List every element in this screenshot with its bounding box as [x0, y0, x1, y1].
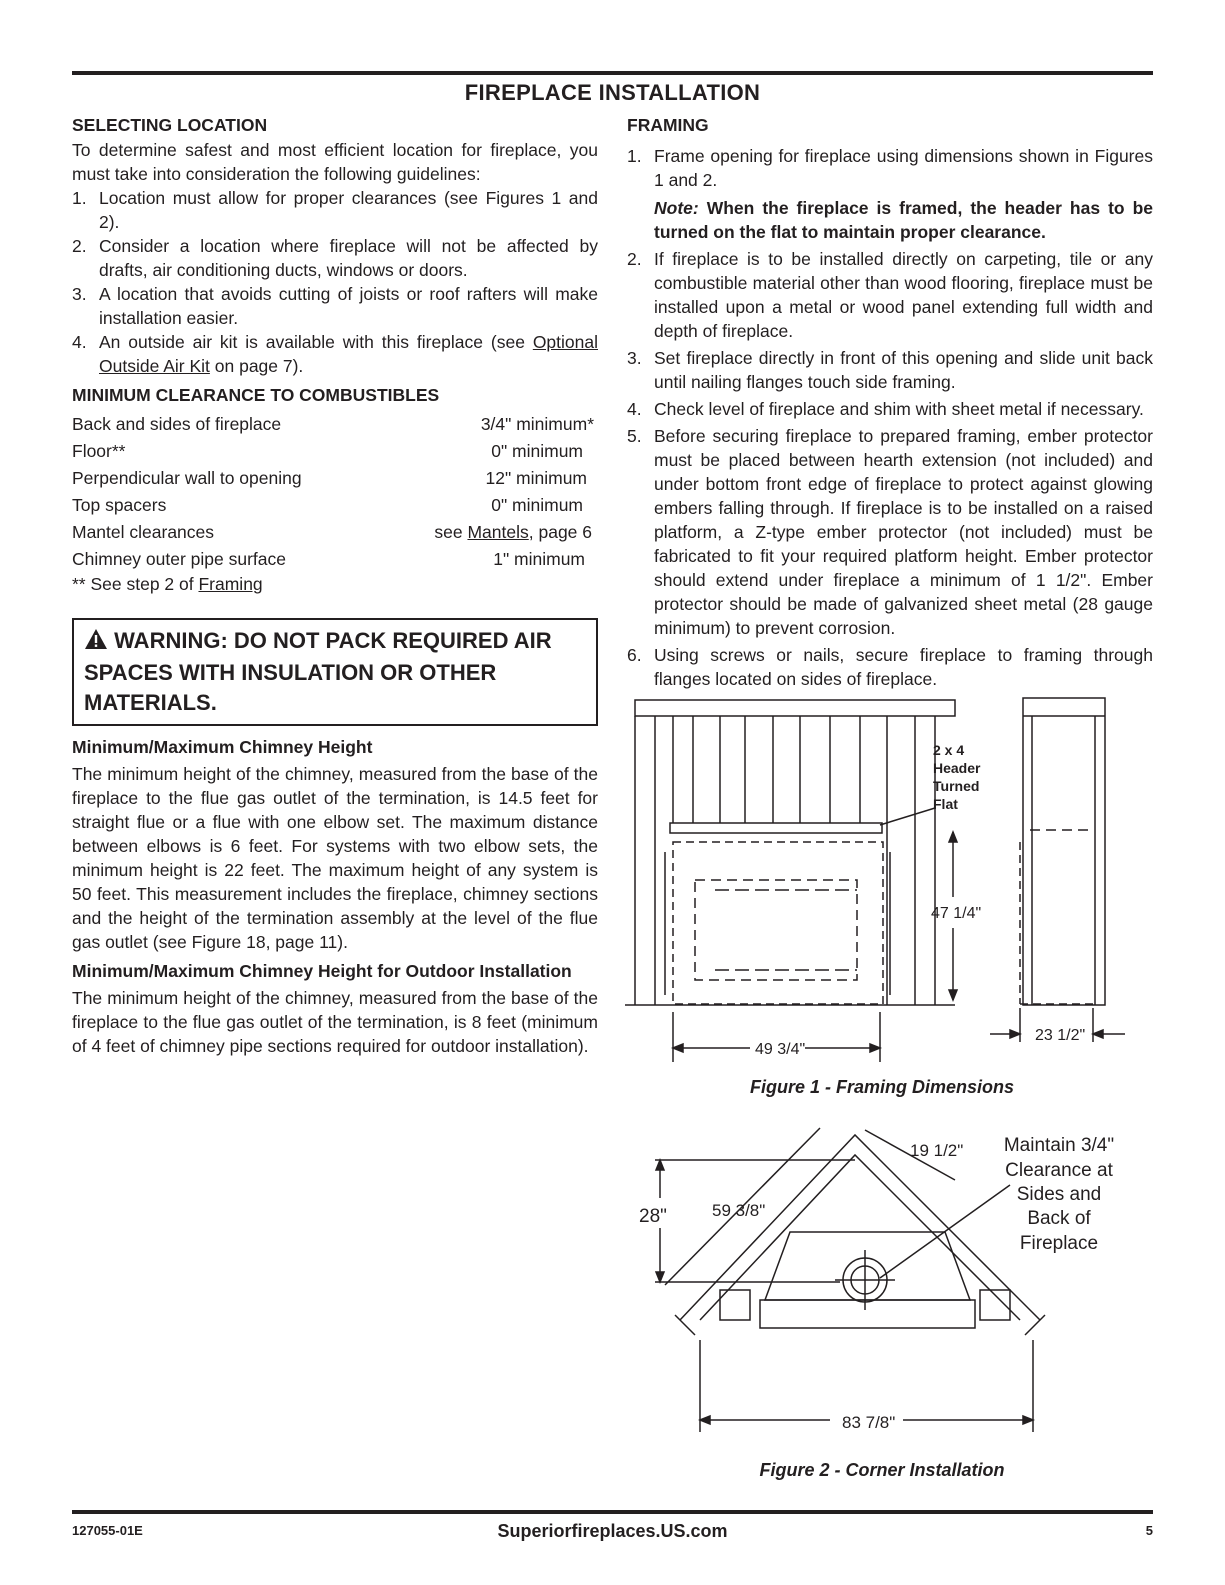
clearance-note-line: Maintain 3/4": [1003, 1135, 1115, 1156]
list-item: 6. Using screws or nails, secure fireplace to framing through flanges located on sides of fireplace.: [627, 645, 1153, 689]
list-item: 1. Location must allow for proper clearances (see Figures 1 and 2).: [72, 188, 598, 232]
side-dimension-label: 19 1/2": [910, 1141, 964, 1160]
selecting-intro: To determine safest and most efficient location for fireplace, you must take into consideration the following guidelines:: [72, 140, 598, 184]
height-dimension-label: 47 1/4": [931, 905, 982, 922]
header-label-line: 2 x 4: [933, 742, 965, 758]
right-column: [627, 112, 1153, 691]
clearance-note-line: Back of: [1027, 1208, 1091, 1229]
bottom-rule: [72, 1510, 1153, 1514]
table-row: Perpendicular wall to opening 12" minimum: [72, 467, 587, 488]
list-item: 5. Before securing fireplace to prepared framing, ember protector must be placed between hearth extension (not included) and under bottom front edge of fireplace to protect against glowing embers falling through. If fireplace is to be installed on a raised platform, a Z-type ember protector (not included) must be fabricated to fit your required platform height. Ember protector should extend under fireplace a minimum of 1 1/2". Ember protector should be made of galvanized sheet metal (28 gauge minimum) to prevent corrosion.: [627, 426, 1153, 638]
figure-1-caption: Figure 1 - Framing Dimensions: [749, 1077, 1015, 1097]
clearance-table: [72, 410, 598, 572]
list-item: 3. A location that avoids cutting of joists or roof rafters will make installation easier.: [72, 284, 598, 328]
list-item: 3. Set fireplace directly in front of this opening and slide unit back until nailing flanges touch side framing.: [627, 348, 1153, 392]
mantels-link[interactable]: Mantels: [467, 521, 529, 542]
table-row: Chimney outer pipe surface 1" minimum: [72, 548, 585, 569]
website: Superiorfireplaces.US.com: [497, 1521, 728, 1541]
table-row: Back and sides of fireplace 3/4" minimum*: [72, 413, 594, 434]
depth-dimension-label: 23 1/2": [1035, 1027, 1086, 1044]
page-title: FIREPLACE INSTALLATION: [464, 80, 761, 105]
outdoor-height-heading: Minimum/Maximum Chimney Height for Outdoor Installation: [72, 961, 572, 981]
list-item: 4. An outside air kit is available with this fireplace (see Optional Outside Air Kit on page 7).: [72, 332, 598, 376]
figure-2-caption: Figure 2 - Corner Installation: [759, 1460, 1005, 1480]
corner-installation-figure: [625, 1110, 1145, 1450]
list-item: 2. Consider a location where fireplace will not be affected by drafts, air conditioning ducts, windows or doors.: [72, 236, 598, 280]
list-item: 1. Frame opening for fireplace using dimensions shown in Figures 1 and 2. Note: When the fireplace is framed, the header has to be turned on the flat to maintain proper clearance.: [627, 146, 1153, 242]
table-row: Top spacers 0" minimum: [72, 494, 583, 515]
outside-air-kit-link[interactable]: Optional Outside Air Kit: [99, 332, 598, 376]
framing-link[interactable]: Framing: [198, 574, 263, 594]
header-label-line: Turned: [933, 778, 980, 794]
framing-list: [627, 144, 1153, 691]
header-label-line: Flat: [933, 796, 958, 812]
chimney-height-text: The minimum height of the chimney, measured from the base of the fireplace to the flue gas outlet of the termination, is 14.5 feet for straight flue or a flue with one elbow set. The maximum distance between elbows is 6 feet. For systems with two elbow sets, the minimum height is 22 feet. The maximum height of any system is 50 feet. This measurement includes the fireplace, chimney sections and the height of the termination assembly at the level of the flue gas outlet (see Figure 18, page 11).: [72, 764, 598, 952]
top-rule: [72, 71, 1153, 75]
selecting-location-heading: SELECTING LOCATION: [72, 115, 268, 135]
framing-heading: FRAMING: [627, 115, 709, 135]
left-column: [72, 112, 598, 1058]
warning-icon: [84, 628, 108, 658]
outdoor-height-text: The minimum height of the chimney, measured from the base of the fireplace to the flue gas outlet of the termination, is 8 feet (minimum of 4 feet of chimney pipe sections required for outdoor installation).: [72, 988, 598, 1056]
list-item: 2. If fireplace is to be installed directly on carpeting, tile or any combustible material other than wood flooring, fireplace must be installed upon a metal or wood panel extending full width and depth of fireplace.: [627, 249, 1153, 341]
clearance-footnote: ** See step 2 of Framing: [72, 574, 263, 594]
selecting-list: [72, 186, 598, 378]
warning-box: [72, 618, 598, 726]
clearance-note-line: Clearance at: [1005, 1160, 1113, 1181]
clearance-heading: MINIMUM CLEARANCE TO COMBUSTIBLES: [72, 385, 440, 405]
table-row: Floor** 0" minimum: [72, 440, 583, 461]
width-dimension-label: 83 7/8": [842, 1413, 896, 1432]
framing-note: Note: When the fireplace is framed, the header has to be turned on the flat to maintain proper clearance.: [654, 198, 1153, 242]
framing-dimensions-figure: [625, 690, 1145, 1070]
warning-text: WARNING: DO NOT PACK REQUIRED AIR SPACES WITH INSULATION OR OTHER MATERIALS.: [84, 628, 552, 715]
list-item: 4. Check level of fireplace and shim with sheet metal if necessary.: [627, 399, 1144, 419]
height-dimension-label: 28": [639, 1206, 667, 1227]
clearance-note-line: Fireplace: [1019, 1233, 1099, 1254]
page-number: 5: [1145, 1523, 1153, 1538]
header-label-line: Header: [933, 760, 981, 776]
doc-number: 127055-01E: [72, 1523, 143, 1538]
width-dimension-label: 49 3/4": [755, 1041, 806, 1058]
chimney-height-heading: Minimum/Maximum Chimney Height: [72, 737, 373, 757]
diagonal-dimension-label: 59 3/8": [712, 1201, 766, 1220]
clearance-note-line: Sides and: [1016, 1184, 1102, 1205]
table-row: Mantel clearances see Mantels, page 6: [72, 521, 592, 542]
